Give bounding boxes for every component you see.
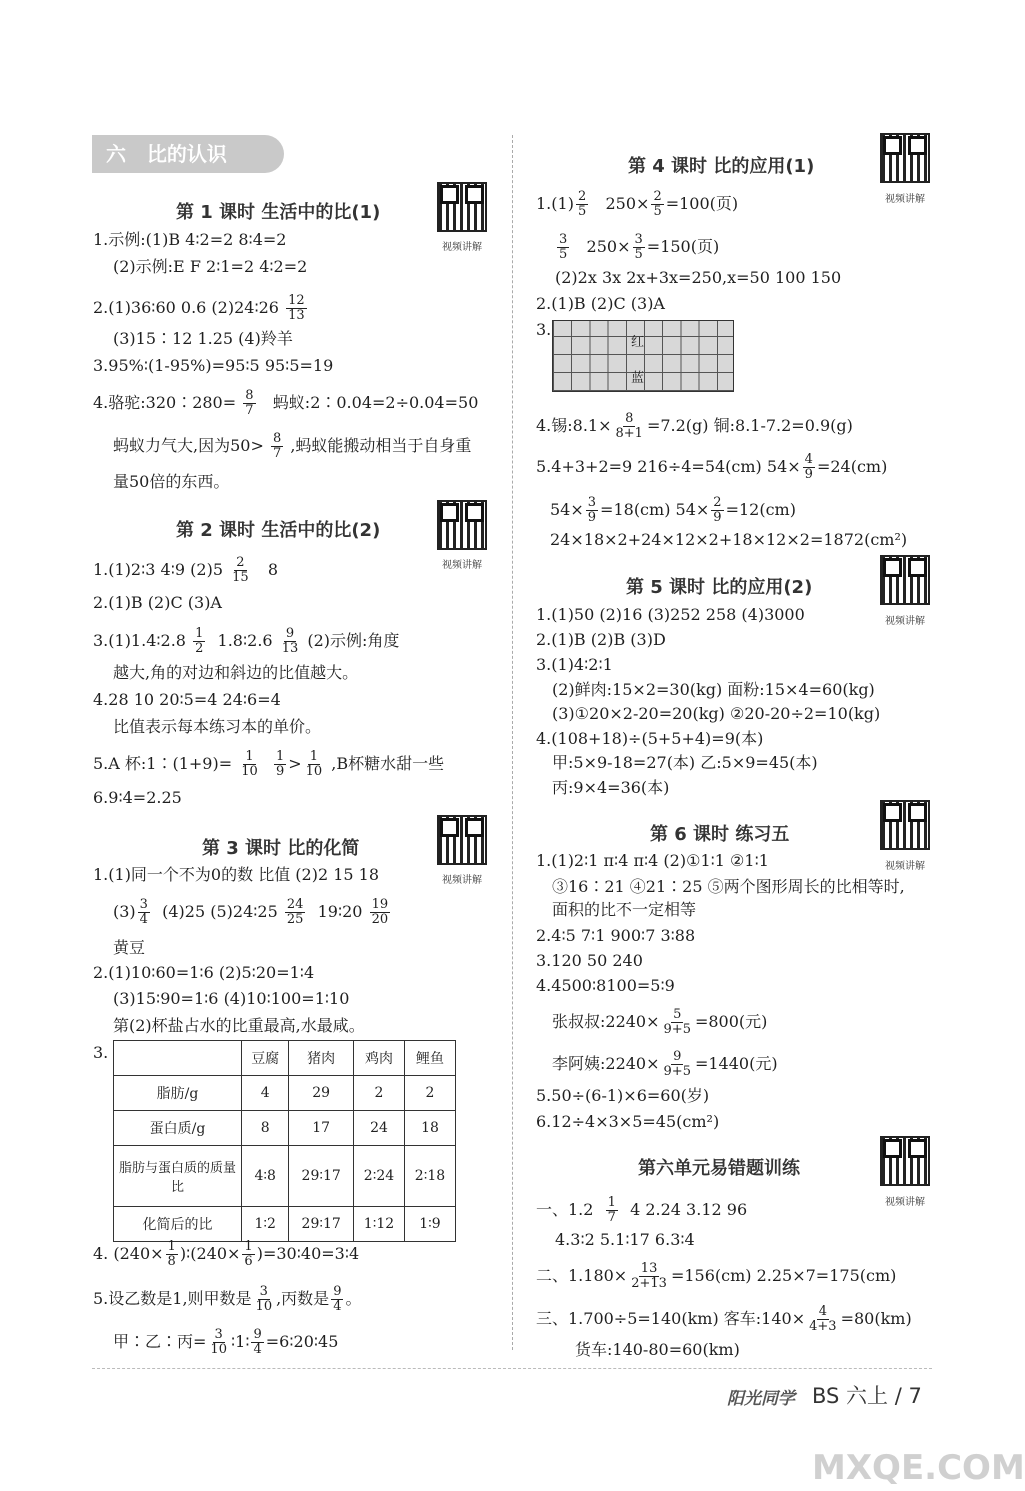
answer-line: 3.(1)1.4∶2.8 $\frac{1}{2}$ 1.8∶2.6 $\frac{9}{13}$ (2)示例:角度 [93, 626, 400, 656]
qr-code-icon [880, 1136, 930, 1186]
brand-logo: 阳光同学 [727, 1389, 795, 1409]
qr-code-icon [880, 800, 930, 850]
table-cell: 2∶24 [353, 1146, 404, 1207]
fraction: $\frac{9}{9+5}$ [663, 1049, 691, 1079]
fraction: $\frac{9}{4}$ [253, 1327, 262, 1357]
grid-label-blue: 蓝 [631, 371, 645, 386]
color-grid-diagram [552, 320, 734, 392]
answer-line: 比值表示每本练习本的单价。 [113, 717, 322, 736]
table-row [114, 1146, 456, 1207]
qr-label: 视频讲解 [442, 560, 482, 571]
table-cell: 2∶18 [404, 1146, 455, 1207]
answer-line: 6.9∶4=2.25 [93, 788, 182, 807]
lesson4-title: 第 4 课时 比的应用(1) [628, 156, 815, 177]
table-row [114, 1076, 456, 1111]
answer-line: 2.(1)36∶60 0.6 (2)24∶26 $\frac{12}{13}$ [93, 293, 305, 323]
table-cell: 29 [289, 1076, 354, 1111]
fraction: $\frac{2}{5}$ [577, 189, 587, 219]
fraction: $\frac{3}{10}$ [255, 1284, 273, 1314]
answer-line: 第(2)杯盐占水的比重最高,水最咸。 [113, 1016, 365, 1035]
table-header: 豆腐 [242, 1041, 289, 1076]
answer-line: 3.(1)4∶2∶1 [536, 655, 613, 674]
table-cell: 4 [242, 1076, 289, 1111]
qr-code-icon [437, 500, 487, 550]
fraction: $\frac{2}{9}$ [713, 495, 722, 525]
fraction: $\frac{9}{13}$ [281, 626, 299, 656]
fraction: $\frac{2}{15}$ [232, 555, 249, 585]
answer-line: 1.示例:(1)B 4∶2=2 8∶4=2 [93, 230, 287, 249]
table-cell: 脂肪与蛋白质的质量比 [114, 1146, 242, 1207]
table-cell: 29∶17 [289, 1207, 354, 1242]
fraction: $\frac{1}{9}$ [275, 749, 285, 779]
fraction: $\frac{8}{7}$ [272, 431, 282, 461]
fraction: $\frac{9}{4}$ [333, 1284, 342, 1314]
answer-line: ③16∶21 ④21∶25 ⑤两个图形周长的比相等时, [552, 877, 905, 896]
answer-line: (3)①20×2-20=20(kg) ②20-20÷2=10(kg) [552, 704, 881, 723]
nutrition-table [113, 1040, 456, 1242]
table-row [114, 1111, 456, 1146]
answer-line: (3) $\frac{3}{4}$ (4)25 (5)24∶25 $\frac{24}{25}$ 19∶20 $\frac{19}{20}$ [113, 897, 389, 927]
answer-line: (3)15∶90=1∶6 (4)10∶100=1∶10 [113, 989, 350, 1008]
qr-code-icon [880, 133, 930, 183]
lesson3-title: 第 3 课时 比的化简 [202, 838, 360, 859]
answer-line: 4.(108+18)÷(5+5+4)=9(本) [536, 729, 764, 748]
answer-line: 4.4500∶8100=5∶9 [536, 976, 675, 995]
answer-line: 5.50÷(6-1)×6=60(岁) [536, 1086, 710, 1105]
footer-rule [92, 1368, 932, 1369]
fraction: $\frac{8}{7}$ [245, 388, 254, 418]
fraction: $\frac{3}{5}$ [634, 232, 643, 262]
fraction: $\frac{3}{4}$ [139, 897, 148, 927]
fraction: $\frac{1}{6}$ [244, 1239, 253, 1269]
answer-line: 24×18×2+24×12×2+18×12×2=1872(cm²) [550, 530, 908, 549]
answer-line: 量50倍的东西。 [113, 472, 230, 491]
answer-line: (2)示例:E F 2∶1=2 4∶2=2 [113, 257, 308, 276]
answer-line: (2)2x 3x 2x+3x=250,x=50 100 150 [555, 268, 842, 287]
answer-line: 1.(1)同一个不为0的数 比值 (2)2 15 18 [93, 865, 380, 884]
answer-line: 2.(1)B (2)B (3)D [536, 630, 666, 649]
answer-line: 1.(1)50 (2)16 (3)252 258 (4)3000 [536, 605, 805, 624]
fraction: $\frac{1}{10}$ [305, 749, 323, 779]
fraction: $\frac{24}{25}$ [286, 897, 304, 927]
table-cell: 18 [404, 1111, 455, 1146]
answer-line: 黄豆 [113, 938, 146, 957]
fraction: $\frac{4}{4+3}$ [809, 1304, 837, 1334]
answer-line: 5.4+3+2=9 216÷4=54(cm) 54× $\frac{4}{9}$ =24(cm) [536, 452, 888, 482]
table-cell: 化简后的比 [114, 1207, 242, 1242]
watermark-text: MXQE.COM [812, 1448, 1025, 1488]
answer-line: 54× $\frac{3}{9}$ =18(cm) 54× $\frac{2}{9}$ =12(cm) [550, 495, 796, 525]
fraction: $\frac{3}{5}$ [559, 232, 568, 262]
answer-line: 李阿姨:2240× $\frac{9}{9+5}$ =1440(元) [552, 1049, 778, 1079]
answer-line: 6.12÷4×3×5=45(cm²) [536, 1112, 720, 1131]
table-header: 鲤鱼 [404, 1041, 455, 1076]
answer-line: 货车:140-80=60(km) [575, 1340, 740, 1359]
answer-line: 3.120 50 240 [536, 951, 643, 970]
qr-code-icon [880, 555, 930, 605]
fraction: $\frac{19}{20}$ [371, 897, 389, 927]
answer-line: 2.(1)B (2)C (3)A [536, 294, 665, 313]
answer-line: (3)15∶12 1.25 (4)羚羊 [113, 329, 293, 348]
page-number: BS 六上 / 7 [812, 1384, 922, 1408]
answer-line: 1.(1)2∶1 π∶4 π∶4 (2)①1∶1 ②1∶1 [536, 851, 769, 870]
grid-label-red: 红 [631, 335, 645, 350]
fraction: $\frac{8}{8+1}$ [615, 411, 643, 441]
fraction: $\frac{2}{5}$ [653, 189, 662, 219]
table-cell: 蛋白质/g [114, 1111, 242, 1146]
answer-line: 三、1.700÷5=140(km) 客车:140× $\frac{4}{4+3}$ =80(km) [536, 1304, 912, 1334]
answer-line: $\frac{3}{5}$ 250× $\frac{3}{5}$ =150(页) [559, 232, 720, 262]
answer-line: 3. [536, 320, 552, 339]
answer-line: 丙:9×4=36(本) [552, 778, 670, 797]
answer-line: 面积的比不一定相等 [552, 900, 697, 919]
table-cell: 1∶2 [242, 1207, 289, 1242]
table-cell: 1∶12 [353, 1207, 404, 1242]
fraction: $\frac{5}{9+5}$ [663, 1007, 691, 1037]
answer-line: 甲∶乙∶丙= $\frac{3}{10}$ ∶1∶ $\frac{9}{4}$ =6∶20∶45 [113, 1327, 339, 1357]
answer-line: 二、1.180× $\frac{13}{2+13}$ =156(cm) 2.25×7=175(cm) [536, 1261, 897, 1291]
qr-label: 视频讲解 [885, 861, 925, 872]
answer-line: 4.28 10 20∶5=4 24∶6=4 [93, 690, 281, 709]
lesson5-title: 第 5 课时 比的应用(2) [626, 577, 813, 598]
fraction: $\frac{1}{8}$ [167, 1239, 176, 1269]
answer-line: 3.95%∶(1-95%)=95∶5 95∶5=19 [93, 356, 334, 375]
fraction: $\frac{1}{2}$ [195, 626, 204, 656]
table-cell: 2 [353, 1076, 404, 1111]
answer-line: 张叔叔:2240× $\frac{5}{9+5}$ =800(元) [552, 1007, 768, 1037]
qr-label: 视频讲解 [442, 242, 482, 253]
answer-line: 5.设乙数是1,则甲数是 $\frac{3}{10}$ ,丙数是 $\frac{9}{4}$ 。 [93, 1284, 362, 1314]
qr-label: 视频讲解 [885, 1197, 925, 1208]
table-row [114, 1207, 456, 1242]
table-cell: 2 [404, 1076, 455, 1111]
fraction: $\frac{3}{9}$ [587, 495, 597, 525]
unit-banner: 六 比的认识 [92, 135, 284, 173]
table-cell: 脂肪/g [114, 1076, 242, 1111]
answer-line: 1.(1)2∶3 4∶9 (2)5 $\frac{2}{15}$ 8 [93, 555, 279, 585]
lesson6-title: 第 6 课时 练习五 [650, 824, 790, 845]
answer-line: 1.(1) $\frac{2}{5}$ 250× $\frac{2}{5}$ =100(页) [536, 189, 739, 219]
answer-line: 2.(1)10∶60=1∶6 (2)5∶20=1∶4 [93, 963, 315, 982]
table-cell: 4∶8 [242, 1146, 289, 1207]
qr-code-icon [437, 182, 487, 232]
answer-line: 3. [93, 1043, 109, 1062]
fraction: $\frac{4}{9}$ [804, 452, 813, 482]
qr-label: 视频讲解 [885, 616, 925, 627]
answer-line: 5.A 杯:1∶(1+9)= $\frac{1}{10}$ $\frac{1}{9}$ > $\frac{1}{10}$ ,B杯糖水甜一些 [93, 749, 445, 779]
answer-line: 一、1.2 $\frac{1}{7}$ 4 2.24 3.12 96 [536, 1195, 748, 1225]
answer-line: 甲:5×9-18=27(本) 乙:5×9=45(本) [552, 753, 818, 772]
answer-line: 4.骆驼:320∶280= $\frac{8}{7}$ 蚂蚁:2∶0.04=2÷0.04=50 [93, 388, 479, 418]
table-cell: 24 [353, 1111, 404, 1146]
fraction: $\frac{3}{10}$ [210, 1327, 227, 1357]
lesson1-title: 第 1 课时 生活中的比(1) [176, 202, 381, 223]
answer-line: (2)鲜肉:15×2=30(kg) 面粉:15×4=60(kg) [552, 680, 875, 699]
qr-label: 视频讲解 [885, 194, 925, 205]
table-row [114, 1041, 456, 1076]
answer-line: 2.(1)B (2)C (3)A [93, 593, 222, 612]
answer-line: 4.锡:8.1× $\frac{8}{8+1}$ =7.2(g) 铜:8.1-7.2=0.9(g) [536, 411, 853, 441]
table-cell: 17 [289, 1111, 354, 1146]
column-divider [512, 135, 513, 1350]
table-cell: 1∶9 [404, 1207, 455, 1242]
table-header: 猪肉 [289, 1041, 354, 1076]
table-header [114, 1041, 242, 1076]
answer-line: 蚂蚁力气大,因为50> $\frac{8}{7}$ ,蚂蚁能搬动相当于自身重 [113, 431, 472, 461]
answer-line: 2.4∶5 7∶1 900∶7 3∶88 [536, 926, 696, 945]
fraction: $\frac{13}{2+13}$ [631, 1261, 667, 1291]
table-cell: 29∶17 [289, 1146, 354, 1207]
qr-label: 视频讲解 [442, 875, 482, 886]
answer-line: 4. (240× $\frac{1}{8}$ )∶(240× $\frac{1}{6}$ )=30∶40=3∶4 [93, 1239, 360, 1269]
table-cell: 8 [242, 1111, 289, 1146]
answer-line: 越大,角的对边和斜边的比值越大。 [113, 663, 359, 682]
fraction: $\frac{12}{13}$ [288, 293, 305, 323]
table-header: 鸡肉 [353, 1041, 404, 1076]
qr-code-icon [437, 815, 487, 865]
error-training-title: 第六单元易错题训练 [638, 1158, 800, 1179]
answer-line: 4.3∶2 5.1∶17 6.3∶4 [555, 1230, 695, 1249]
fraction: $\frac{1}{10}$ [241, 749, 258, 779]
lesson2-title: 第 2 课时 生活中的比(2) [176, 520, 381, 541]
fraction: $\frac{1}{7}$ [607, 1195, 616, 1225]
